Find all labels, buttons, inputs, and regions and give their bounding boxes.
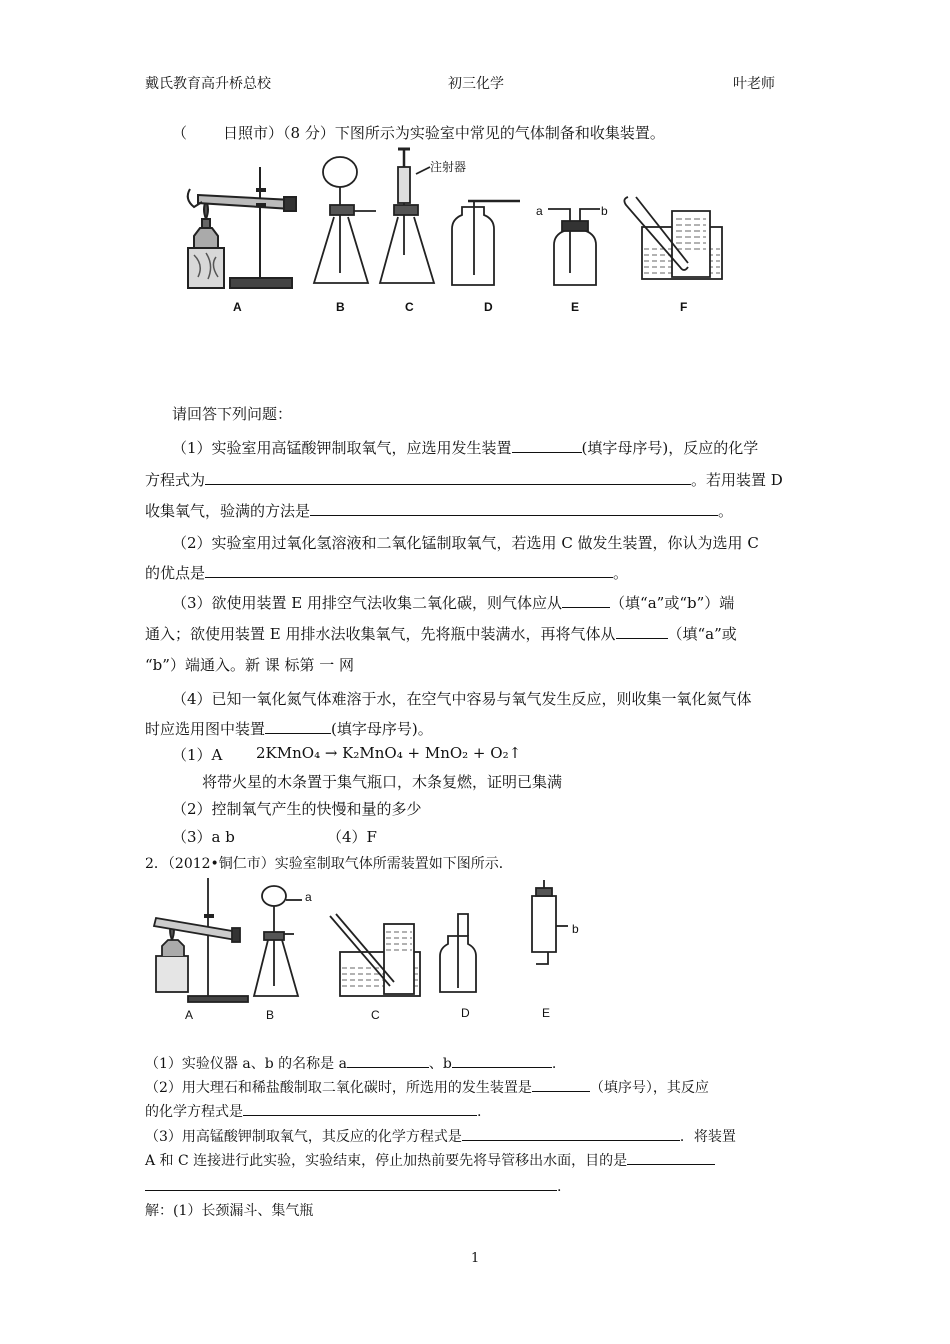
q2-s1-b: 、b — [428, 1056, 452, 1072]
q1-p3-a: （3）欲使用装置 E 用排空气法收集二氧化碳，则气体应从 — [172, 594, 563, 612]
q1-part1-line3 — [145, 500, 733, 521]
apparatus-a — [188, 167, 296, 288]
q1-answer-1-equation — [256, 744, 521, 762]
q1-part3-line3: “b”）端通入。新 课 标第 一 网 — [145, 656, 355, 674]
q1-intro-open: （ — [172, 124, 188, 142]
answer-blank[interactable] — [145, 1176, 557, 1191]
header-school: 戴氏教育高升桥总校 — [145, 76, 271, 92]
q2-s3-a: （3）用高锰酸钾制取氧气，其反应的化学方程式是 — [145, 1129, 462, 1145]
q1-p3-c: 通入；欲使用装置 E 用排水法收集氧气，先将瓶中装满水，再将气体从 — [145, 625, 616, 643]
answer-blank[interactable] — [616, 624, 668, 639]
syringe-label: 注射器 — [430, 160, 467, 174]
answer-blank[interactable] — [310, 501, 718, 516]
q2-s3-b: ．将装置 — [679, 1129, 736, 1145]
answer-blank[interactable] — [347, 1053, 429, 1068]
answer-blank[interactable] — [462, 1126, 680, 1141]
q1-part2-line1: （2）实验室用过氧化氢溶液和二氧化锰制取氧气，若选用 C 做发生装置，你认为选用 C — [172, 534, 759, 552]
apparatus-b2 — [254, 886, 302, 996]
q2-title: 2．（2012•铜仁市）实验室制取气体所需装置如下图所示． — [145, 856, 513, 872]
q2-s1-c: . — [551, 1056, 557, 1072]
answer-blank[interactable] — [243, 1101, 477, 1116]
apparatus-c — [380, 149, 434, 283]
q1-p2-b: 的优点是 — [145, 564, 206, 582]
answer-blank[interactable] — [532, 1077, 590, 1092]
q1-part4-line1: （4）已知一氧化氮气体难溶于水，在空气中容易与氧气发生反应，则收集一氧化氮气体 — [172, 690, 752, 708]
q1-p3-d: （填“a”或 — [667, 625, 737, 643]
q1-prompt: 请回答下列问题： — [172, 405, 293, 423]
q1-part3-line1 — [172, 592, 734, 613]
q1-intro-text: 日照市）（8 分）下图所示为实验室中常见的气体制备和收集装置。 — [223, 124, 665, 142]
answer-blank[interactable] — [627, 1150, 715, 1165]
q1-port-b: b — [601, 204, 608, 218]
q2-sub3-line1 — [145, 1126, 736, 1146]
q2-s2-b: （填序号），其反应 — [589, 1080, 709, 1096]
q1-fig-label-e: E — [571, 300, 580, 314]
apparatus-a2 — [154, 878, 248, 1002]
q2-s3-c: A 和 C 连接进行此实验，实验结束，停止加热前要先将导管移出水面，目的是 — [145, 1153, 628, 1169]
q1-fig-label-c: C — [405, 300, 414, 314]
answer-blank[interactable] — [562, 593, 610, 608]
q2-port-a: a — [305, 890, 312, 904]
header-subject: 初三化学 — [448, 76, 504, 92]
q1-p1-f: 。 — [718, 502, 734, 520]
q1-port-a: a — [536, 204, 543, 218]
q2-sub2-line1 — [145, 1077, 709, 1097]
answer-blank[interactable] — [205, 470, 691, 485]
q2-sub3-line2 — [145, 1150, 715, 1170]
q1-fig-label-d: D — [484, 300, 493, 314]
q2-sub1 — [145, 1053, 556, 1073]
q1-answer-2: （2）控制氧气产生的快慢和量的多少 — [172, 800, 422, 818]
apparatus-c2 — [330, 914, 420, 996]
q1-answer-3: （3）a b — [172, 828, 235, 846]
q1-fig-label-f: F — [680, 300, 688, 314]
q1-answer-4: （4）F — [327, 828, 377, 846]
q1-fig-label-a: A — [233, 300, 242, 314]
answer-blank[interactable] — [512, 438, 582, 453]
q2-fig-label-e: E — [542, 1006, 551, 1020]
q1-intro — [172, 122, 665, 143]
q1-p1-c: 方程式为 — [145, 471, 206, 489]
answer-blank[interactable] — [452, 1053, 552, 1068]
q2-s2-d: . — [477, 1104, 482, 1120]
q1-fig-label-b: B — [336, 300, 345, 314]
q2-s3-d: . — [557, 1179, 562, 1195]
q2-apparatus-figure — [150, 876, 590, 1006]
q2-port-b: b — [572, 922, 579, 936]
answer-blank[interactable] — [205, 563, 613, 578]
apparatus-d2 — [440, 914, 476, 992]
q1-answer-1-text: 将带火星的木条置于集气瓶口，木条复燃，证明已集满 — [202, 773, 563, 791]
q1-part3-line2 — [145, 623, 737, 644]
q2-fig-label-c: C — [371, 1008, 380, 1022]
q2-s2-c: 的化学方程式是 — [145, 1104, 243, 1120]
q1-part4-line2 — [145, 718, 433, 739]
answer-blank[interactable] — [265, 719, 331, 734]
q1-p1-b: (填字母序号)，反应的化学 — [581, 439, 759, 457]
q1-p4-c: (填字母序号)。 — [331, 720, 433, 738]
q2-s2-a: （2）用大理石和稀盐酸制取二氧化碳时，所选用的发生装置是 — [145, 1080, 532, 1096]
q1-p1-d: 。若用装置 D — [691, 471, 783, 489]
apparatus-e — [548, 209, 600, 285]
q2-fig-label-b: B — [266, 1008, 275, 1022]
apparatus-d — [452, 201, 520, 285]
q2-sub2-line2 — [145, 1101, 481, 1121]
q1-p1-e: 收集氧气，验满的方法是 — [145, 502, 311, 520]
q1-p3-b: （填“a”或“b”）端 — [610, 594, 735, 612]
q2-fig-label-d: D — [461, 1006, 470, 1020]
q1-part1-line1 — [172, 437, 758, 458]
apparatus-e2 — [532, 880, 568, 964]
page-number: 1 — [471, 1251, 480, 1266]
q1-part1-line2 — [145, 469, 783, 490]
q1-part2-line2 — [145, 562, 628, 583]
q1-p2-c: 。 — [613, 564, 629, 582]
q2-s1-a: （1）实验仪器 a、b 的名称是 a — [145, 1056, 347, 1072]
apparatus-f — [624, 197, 722, 279]
q2-fig-label-a: A — [185, 1008, 194, 1022]
q2-solution: 解：(1）长颈漏斗、集气瓶 — [145, 1203, 314, 1219]
header-teacher: 叶老师 — [733, 76, 775, 92]
q1-p1-a: （1）实验室用高锰酸钾制取氧气，应选用发生装置 — [172, 439, 512, 457]
apparatus-b — [314, 157, 376, 283]
reaction-equation: 2KMnO₄ → K₂MnO₄ + MnO₂ + O₂↑ — [256, 744, 522, 762]
q2-sub3-line3 — [145, 1176, 561, 1195]
q1-p4-b: 时应选用图中装置 — [145, 720, 266, 738]
q1-answer-1: （1）A — [172, 746, 223, 764]
